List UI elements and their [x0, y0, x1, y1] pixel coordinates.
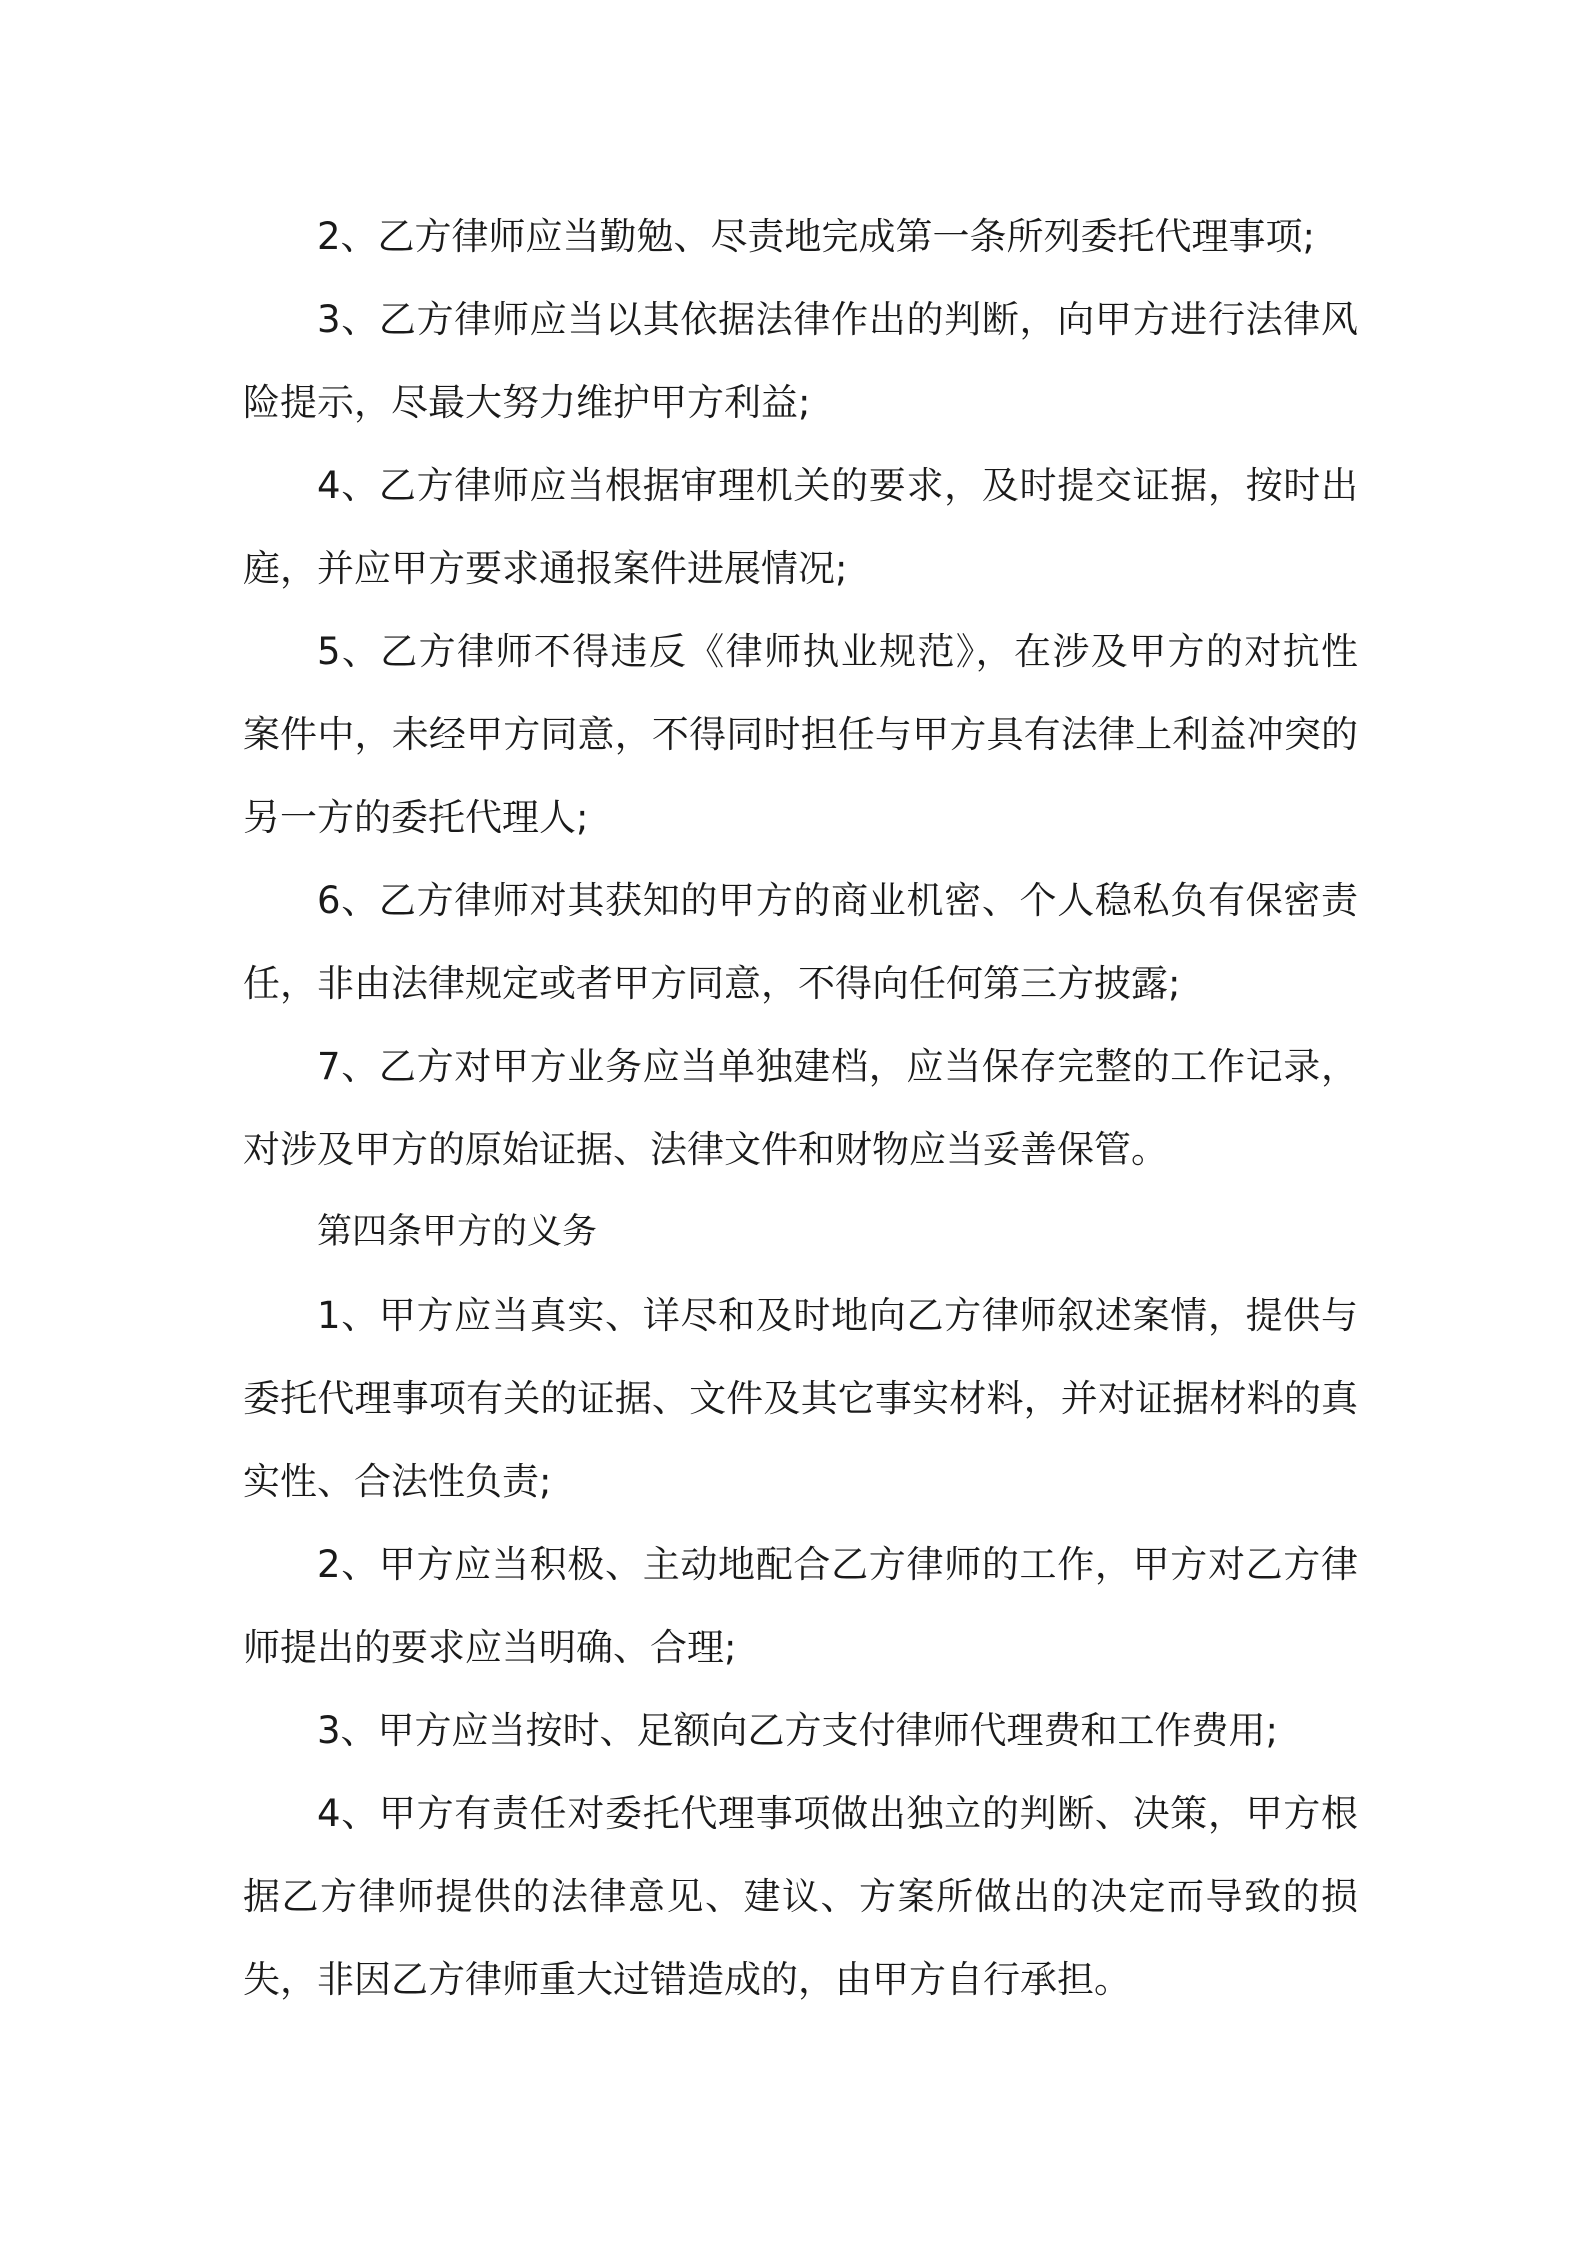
clause-paragraph: 2、甲方应当积极、主动地配合乙方律师的工作，甲方对乙方律师提出的要求应当明确、合理; — [243, 1543, 1358, 1669]
clause-paragraph: 5、乙方律师不得违反《律师执业规范》，在涉及甲方的对抗性案件中，未经甲方同意，不得同时担任与甲方具有法律上利益冲突的另一方的委托代理人; — [243, 630, 1358, 839]
clause-paragraph: 3、乙方律师应当以其依据法律作出的判断，向甲方进行法律风险提示，尽最大努力维护甲方利益; — [243, 298, 1358, 424]
clause-paragraph: 4、甲方有责任对委托代理事项做出独立的判断、决策，甲方根据乙方律师提供的法律意见、建议、方案所做出的决定而导致的损失，非因乙方律师重大过错造成的，由甲方自行承担。 — [243, 1792, 1358, 2001]
clause-paragraph: 4、乙方律师应当根据审理机关的要求，及时提交证据，按时出庭，并应甲方要求通报案件进展情况; — [243, 464, 1358, 590]
document-body — [243, 195, 1358, 2021]
section-heading: 第四条甲方的义务 — [317, 1212, 598, 1252]
clause-paragraph: 6、乙方律师对其获知的甲方的商业机密、个人稳私负有保密责任，非由法律规定或者甲方同意，不得向任何第三方披露; — [243, 879, 1358, 1005]
clause-paragraph: 1、甲方应当真实、详尽和及时地向乙方律师叙述案情，提供与委托代理事项有关的证据、文件及其它事实材料，并对证据材料的真实性、合法性负责; — [243, 1294, 1358, 1503]
clause-paragraph: 3、甲方应当按时、足额向乙方支付律师代理费和工作费用; — [317, 1709, 1279, 1752]
clause-paragraph: 7、乙方对甲方业务应当单独建档，应当保存完整的工作记录，对涉及甲方的原始证据、法律文件和财物应当妥善保管。 — [243, 1045, 1358, 1171]
clause-paragraph: 2、乙方律师应当勤勉、尽责地完成第一条所列委托代理事项; — [317, 215, 1316, 258]
